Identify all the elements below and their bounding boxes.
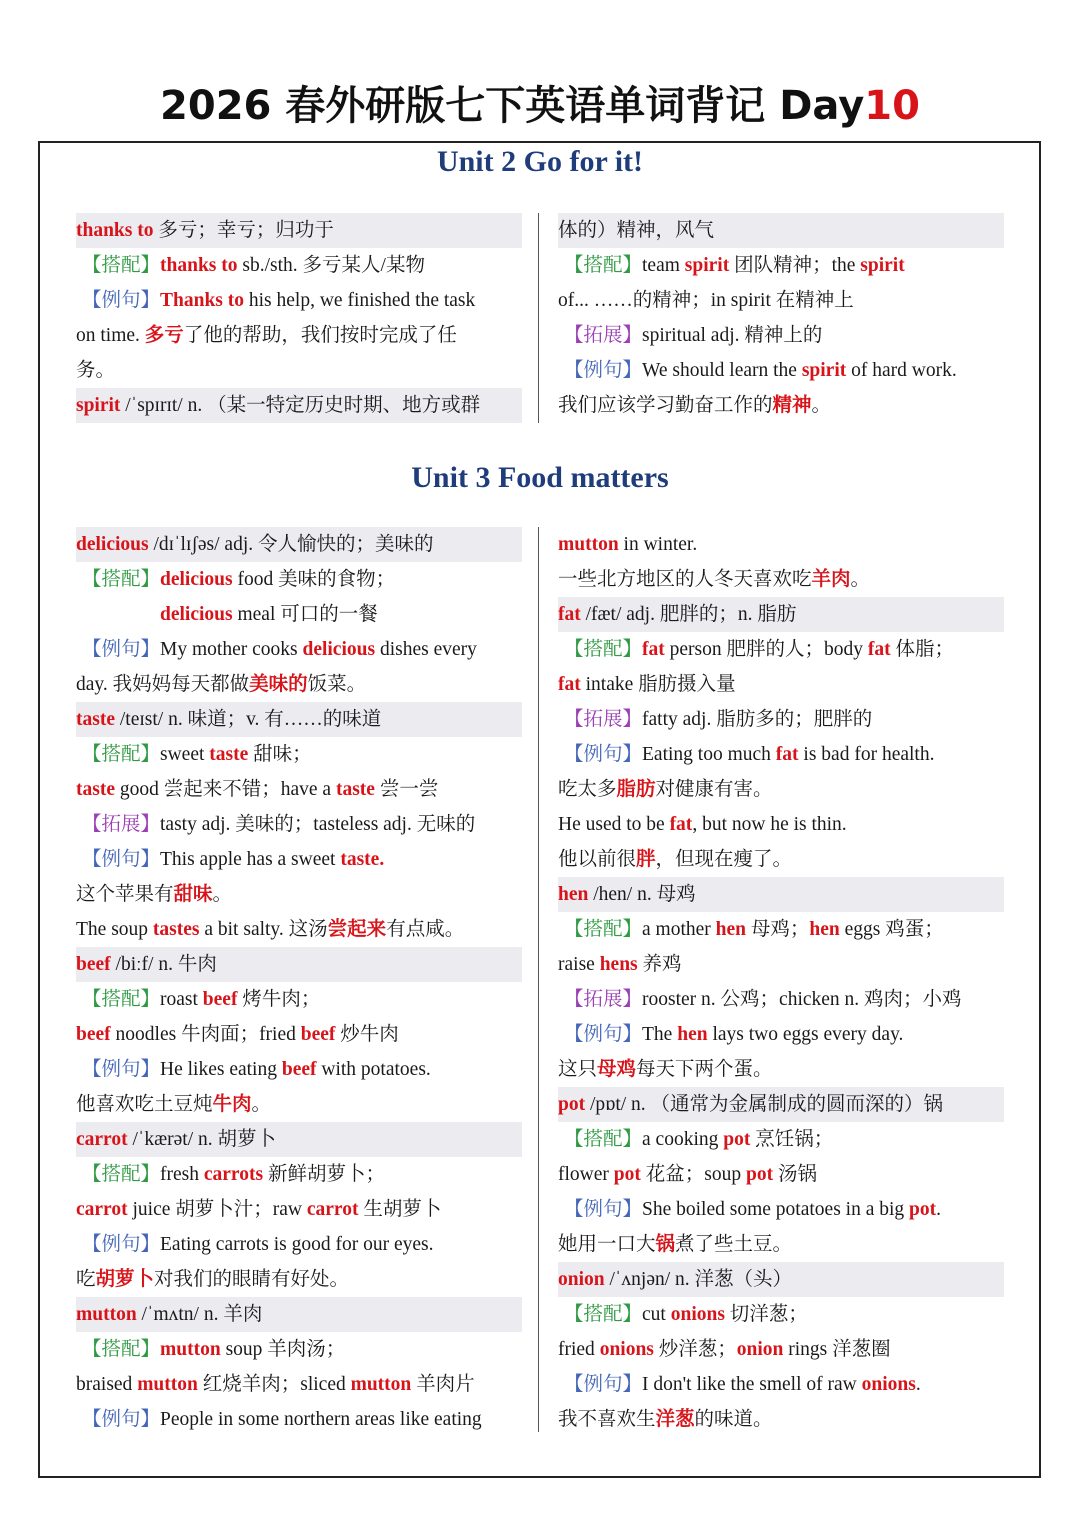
text-segment: on time. [76,325,145,346]
text-segment: team [642,255,685,276]
text-segment: lays two eggs every day. [707,1024,904,1045]
highlight-word: fat [642,639,665,660]
highlight-word: onions [670,1304,725,1325]
text-segment: 团队精神；the [729,255,861,276]
highlight-word: spirit [860,255,905,276]
tag-example: 【例句】 [82,1234,161,1255]
entry-line [76,1332,522,1367]
highlight-word: 精神 [772,395,812,416]
text-segment: /teɪst/ n. 味道；v. 有……的味道 [114,709,382,730]
text-segment: /ˈʌnjən/ n. 洋葱（头） [604,1269,793,1290]
highlight-word: onions [599,1339,654,1360]
text-segment: My mother cooks [160,639,303,660]
tag-extension: 【拓展】 [82,814,161,835]
text-segment: /biːf/ n. 牛肉 [110,954,217,975]
text-segment: 养鸡 [637,954,682,975]
entry-line [558,388,1004,423]
headword-line [558,1087,1004,1122]
text-segment: 对我们的眼睛有好处。 [154,1269,350,1290]
text-segment: 我们应该学习勤奋工作的 [558,395,773,416]
text-segment: I don't like the smell of raw [642,1374,862,1395]
text-segment: 红烧羊肉；sliced [197,1374,351,1395]
entry-line [558,772,1004,807]
text-segment: 烹饪锅； [750,1129,834,1150]
text-segment: She boiled some potatoes in a big [642,1199,910,1220]
headword-line [76,1297,522,1332]
highlight-word: taste [76,779,115,800]
highlight-word: taste. [340,849,385,870]
entry-line [558,667,1004,702]
text-segment: 母鸡； [746,919,810,940]
text-segment: 新鲜胡萝卜； [263,1164,385,1185]
text-segment: 这只 [558,1059,598,1080]
headword-line [558,877,1004,912]
highlight-word: beef [76,1024,111,1045]
entry-line [558,1227,1004,1262]
text-segment: braised [76,1374,138,1395]
highlight-word: hen [715,919,747,940]
highlight-word: thanks to [76,220,154,241]
text-segment: a mother [642,919,716,940]
tag-collocation: 【搭配】 [82,989,161,1010]
highlight-word: hens [599,954,638,975]
highlight-word: 胖 [636,849,656,870]
text-segment: Eating carrots is good for our eyes. [160,1234,434,1255]
text-segment: 花盆；soup [640,1164,746,1185]
highlight-word: 羊肉 [811,569,851,590]
highlight-word: pot [723,1129,751,1150]
entry-line [76,807,522,842]
headword-line [558,213,1004,248]
highlight-word: mutton [160,1339,221,1360]
text-segment: 切洋葱； [724,1304,808,1325]
text-segment: 他以前很 [558,849,637,870]
unit-3-title: Unit 3 Food matters [411,461,669,494]
highlight-word: tastes [152,919,200,940]
entry-line [558,912,1004,947]
entry-line [76,667,522,702]
tag-collocation: 【搭配】 [564,1304,643,1325]
entry-line [558,1192,1004,1227]
text-segment: 烤牛肉； [237,989,321,1010]
text-segment: 。 [811,395,832,416]
entry-line [558,248,1004,283]
text-segment: of hard work. [846,360,957,381]
tag-collocation: 【搭配】 [82,744,161,765]
tag-collocation: 【搭配】 [82,255,161,276]
text-segment: 吃 [76,1269,96,1290]
highlight-word: pot [909,1199,937,1220]
text-segment: We should learn the [642,360,802,381]
highlight-word: carrot [306,1199,359,1220]
tag-example: 【例句】 [564,744,643,765]
highlight-word: spirit [684,255,730,276]
headword-line [558,1262,1004,1297]
text-segment: sweet [160,744,210,765]
text-segment: 炒牛肉 [335,1024,399,1045]
unit-3-right-column [558,527,1004,1437]
text-segment: Eating too much [642,744,776,765]
entry-line [558,353,1004,388]
entry-line [558,1297,1004,1332]
text-segment: /ˈspɪrɪt/ n. （某一特定历史时期、地方或群 [120,395,481,416]
highlight-word: 尝起来 [327,919,387,940]
text-segment: 这个苹果有 [76,884,174,905]
text-segment: flower [558,1164,614,1185]
text-segment: intake 脂肪摄入量 [580,674,736,695]
text-segment: 。 [251,1094,272,1115]
text-segment: tasty adj. 美味的；tasteless adj. 无味的 [160,814,476,835]
highlight-word: hen [558,884,589,905]
highlight-word: carrot [76,1129,128,1150]
text-segment: 了他的帮助，我们按时完成了任 [183,325,457,346]
highlight-word: 母鸡 [597,1059,637,1080]
unit-2-left-column [76,213,522,423]
text-segment: 。 [850,569,871,590]
text-segment: ，但现在瘦了。 [655,849,793,870]
entry-line [558,527,1004,562]
tag-example: 【例句】 [564,1024,643,1045]
highlight-word: 牛肉 [212,1094,252,1115]
text-segment: 汤锅 [773,1164,817,1185]
highlight-word: taste [335,779,375,800]
entry-line [76,283,522,318]
text-segment: 尝一尝 [374,779,439,800]
tag-example: 【例句】 [82,639,161,660]
text-segment: fatty adj. 脂肪多的；肥胖的 [642,709,873,730]
highlight-word: mutton [137,1374,198,1395]
entry-line [76,1367,522,1402]
entry-line [76,1402,522,1437]
tag-example: 【例句】 [564,360,643,381]
entry-line [76,1262,522,1297]
entry-line [76,1017,522,1052]
text-segment: eggs 鸡蛋； [839,919,944,940]
text-segment: 吃太多 [558,779,617,800]
highlight-word: onions [861,1374,916,1395]
tag-extension: 【拓展】 [564,325,643,346]
text-segment: /pɒt/ n. （通常为金属制成的圆而深的）锅 [585,1094,944,1115]
text-segment: /hen/ n. 母鸡 [588,884,696,905]
entry-line [558,982,1004,1017]
entry-line [558,1332,1004,1367]
entry-line [76,1052,522,1087]
text-segment: his help, we finished the task [244,290,476,311]
entry-line [76,982,522,1017]
text-segment: person 肥胖的人；body [664,639,868,660]
text-segment: juice 胡萝卜汁；raw [127,1199,307,1220]
headword-line [76,702,522,737]
highlight-word: taste [76,709,115,730]
text-segment: rings 洋葱圈 [783,1339,891,1360]
entry-line [76,877,522,912]
entry-line [558,632,1004,667]
text-segment: cut [642,1304,671,1325]
entry-line [558,1402,1004,1437]
text-segment: fresh [160,1164,204,1185]
unit-2-right-column [558,213,1004,423]
entry-line [76,632,522,667]
highlight-word: pot [745,1164,774,1185]
text-segment: of... ……的精神；in spirit 在精神上 [558,290,854,311]
text-segment: 我不喜欢生 [558,1409,656,1430]
text-segment: He likes eating [160,1059,282,1080]
entry-line [558,1122,1004,1157]
highlight-word: onion [558,1269,605,1290]
highlight-word: 美味的 [249,674,308,695]
highlight-word: 胡萝卜 [95,1269,155,1290]
page-title [0,80,1080,132]
entry-line [76,1192,522,1227]
text-segment: good 尝起来不错；have a [114,779,336,800]
highlight-word: hen [677,1024,708,1045]
text-segment: sb./sth. 多亏某人/某物 [237,255,425,276]
highlight-word: delicious [302,639,376,660]
entry-line [558,1017,1004,1052]
text-segment: 。 [212,884,233,905]
entry-line [558,842,1004,877]
text-segment: 有点咸。 [386,919,465,940]
tag-extension: 【拓展】 [564,989,643,1010]
tag-example: 【例句】 [82,1409,161,1430]
highlight-word: mutton [76,1304,137,1325]
text-segment: 羊肉片 [411,1374,475,1395]
tag-collocation: 【搭配】 [564,1129,643,1150]
headword-line [76,947,522,982]
text-segment: dishes every [375,639,477,660]
text-segment: 多亏；幸亏；归功于 [153,220,334,241]
tag-example: 【例句】 [82,849,161,870]
entry-line [558,702,1004,737]
highlight-word: fat [775,744,799,765]
text-segment: soup 羊肉汤； [220,1339,346,1360]
text-segment: The [642,1024,678,1045]
tag-collocation: 【搭配】 [82,569,161,590]
entry-line [76,772,522,807]
entry-line [76,1157,522,1192]
text-segment: fried [558,1339,600,1360]
headword-line [76,527,522,562]
text-segment: 煮了些土豆。 [675,1234,793,1255]
tag-collocation: 【搭配】 [82,1164,161,1185]
tag-example: 【例句】 [564,1199,643,1220]
text-segment: a cooking [642,1129,724,1150]
tag-collocation: 【搭配】 [564,255,643,276]
highlight-word: taste [209,744,249,765]
highlight-word: 洋葱 [655,1409,695,1430]
text-segment: People in some northern areas like eating [160,1409,482,1430]
text-segment: rooster n. 公鸡；chicken n. 鸡肉；小鸡 [642,989,962,1010]
text-segment: /dɪˈlɪʃəs/ adj. 令人愉快的；美味的 [148,534,434,555]
entry-line [76,318,522,353]
text-segment: 炒洋葱； [653,1339,737,1360]
entry-line [558,283,1004,318]
text-segment: 务。 [76,360,116,381]
text-segment: 饭菜。 [307,674,367,695]
entry-line [76,1227,522,1262]
unit-2-column-divider [538,213,539,423]
highlight-word: delicious [160,604,233,625]
text-segment: 甜味； [248,744,312,765]
highlight-word: carrot [76,1199,128,1220]
tag-example: 【例句】 [564,1374,643,1395]
headword-line [76,388,522,423]
entry-line [76,353,522,388]
page-title-text: 2026 春外研版七下英语单词背记 Day [160,83,865,129]
highlight-word: thanks to [160,255,238,276]
tag-collocation: 【搭配】 [564,919,643,940]
highlight-word: fat [669,814,693,835]
text-segment: This apple has a sweet [160,849,341,870]
text-segment: noodles 牛肉面；fried [110,1024,301,1045]
highlight-word: delicious [160,569,233,590]
entry-line [558,318,1004,353]
tag-collocation: 【搭配】 [564,639,643,660]
highlight-word: onion [736,1339,784,1360]
text-segment: meal 可口的一餐 [232,604,378,625]
highlight-word: delicious [76,534,149,555]
text-segment: is bad for health. [798,744,935,765]
unit-3-left-column [76,527,522,1437]
unit-3-column-divider [538,527,539,1432]
highlight-word: pot [613,1164,641,1185]
highlight-word: mutton [350,1374,412,1395]
highlight-word: hen [809,919,840,940]
highlight-word: 多亏 [144,325,184,346]
highlight-word: mutton [558,534,619,555]
tag-extension: 【拓展】 [564,709,643,730]
highlight-word: spirit [76,395,121,416]
highlight-word: beef [300,1024,336,1045]
highlight-word: spirit [801,360,847,381]
entry-line [76,842,522,877]
entry-line [558,1052,1004,1087]
text-segment: in winter. [618,534,698,555]
tag-collocation: 【搭配】 [82,1339,161,1360]
highlight-word: fat [558,604,581,625]
highlight-word: 脂肪 [616,779,656,800]
entry-line [558,737,1004,772]
text-segment: roast [160,989,203,1010]
entry-line [558,1157,1004,1192]
highlight-word: beef [281,1059,317,1080]
highlight-word: beef [202,989,238,1010]
highlight-word: fat [558,674,581,695]
text-segment: 体的）精神，风气 [558,220,715,241]
text-segment: raise [558,954,600,975]
entry-line [76,597,522,632]
text-segment: a bit salty. 这汤 [199,919,328,940]
entry-line [76,737,522,772]
text-segment: /ˈmʌtn/ n. 羊肉 [136,1304,263,1325]
text-segment: 对健康有害。 [655,779,773,800]
text-segment: , but now he is thin. [692,814,847,835]
text-segment: 他喜欢吃土豆炖 [76,1094,213,1115]
text-segment: 体脂； [890,639,955,660]
unit-2-title: Unit 2 Go for it! [436,145,644,178]
highlight-word: fat [867,639,891,660]
entry-line [558,807,1004,842]
entry-line [558,562,1004,597]
day-number: 10 [864,83,920,129]
headword-line [76,213,522,248]
entry-line [76,1087,522,1122]
headword-line [558,597,1004,632]
tag-example: 【例句】 [82,1059,161,1080]
highlight-word: 甜味 [173,884,213,905]
text-segment: The soup [76,919,153,940]
text-segment: with potatoes. [316,1059,431,1080]
text-segment: /fæt/ adj. 肥胖的；n. 脂肪 [580,604,797,625]
highlight-word: Thanks to [160,290,245,311]
tag-example: 【例句】 [82,290,161,311]
highlight-word: beef [76,954,111,975]
highlight-word: 锅 [655,1234,676,1255]
text-segment: 一些北方地区的人冬天喜欢吃 [558,569,812,590]
entry-line [558,947,1004,982]
text-segment: 生胡萝卜 [358,1199,442,1220]
entry-line [558,1367,1004,1402]
text-segment: 她用一口大 [558,1234,656,1255]
text-segment: . [915,1374,921,1395]
text-segment: /ˈkærət/ n. 胡萝卜 [127,1129,277,1150]
text-segment: 的味道。 [694,1409,773,1430]
text-segment: food 美味的食物； [232,569,396,590]
text-segment: He used to be [558,814,670,835]
text-segment: . [936,1199,941,1220]
entry-line [76,912,522,947]
highlight-word: pot [558,1094,586,1115]
text-segment: 每天下两个蛋。 [636,1059,773,1080]
headword-line [76,1122,522,1157]
text-segment: day. 我妈妈每天都做 [76,674,250,695]
highlight-word: carrots [203,1164,264,1185]
entry-line [76,248,522,283]
entry-line [76,562,522,597]
text-segment: spiritual adj. 精神上的 [642,325,823,346]
